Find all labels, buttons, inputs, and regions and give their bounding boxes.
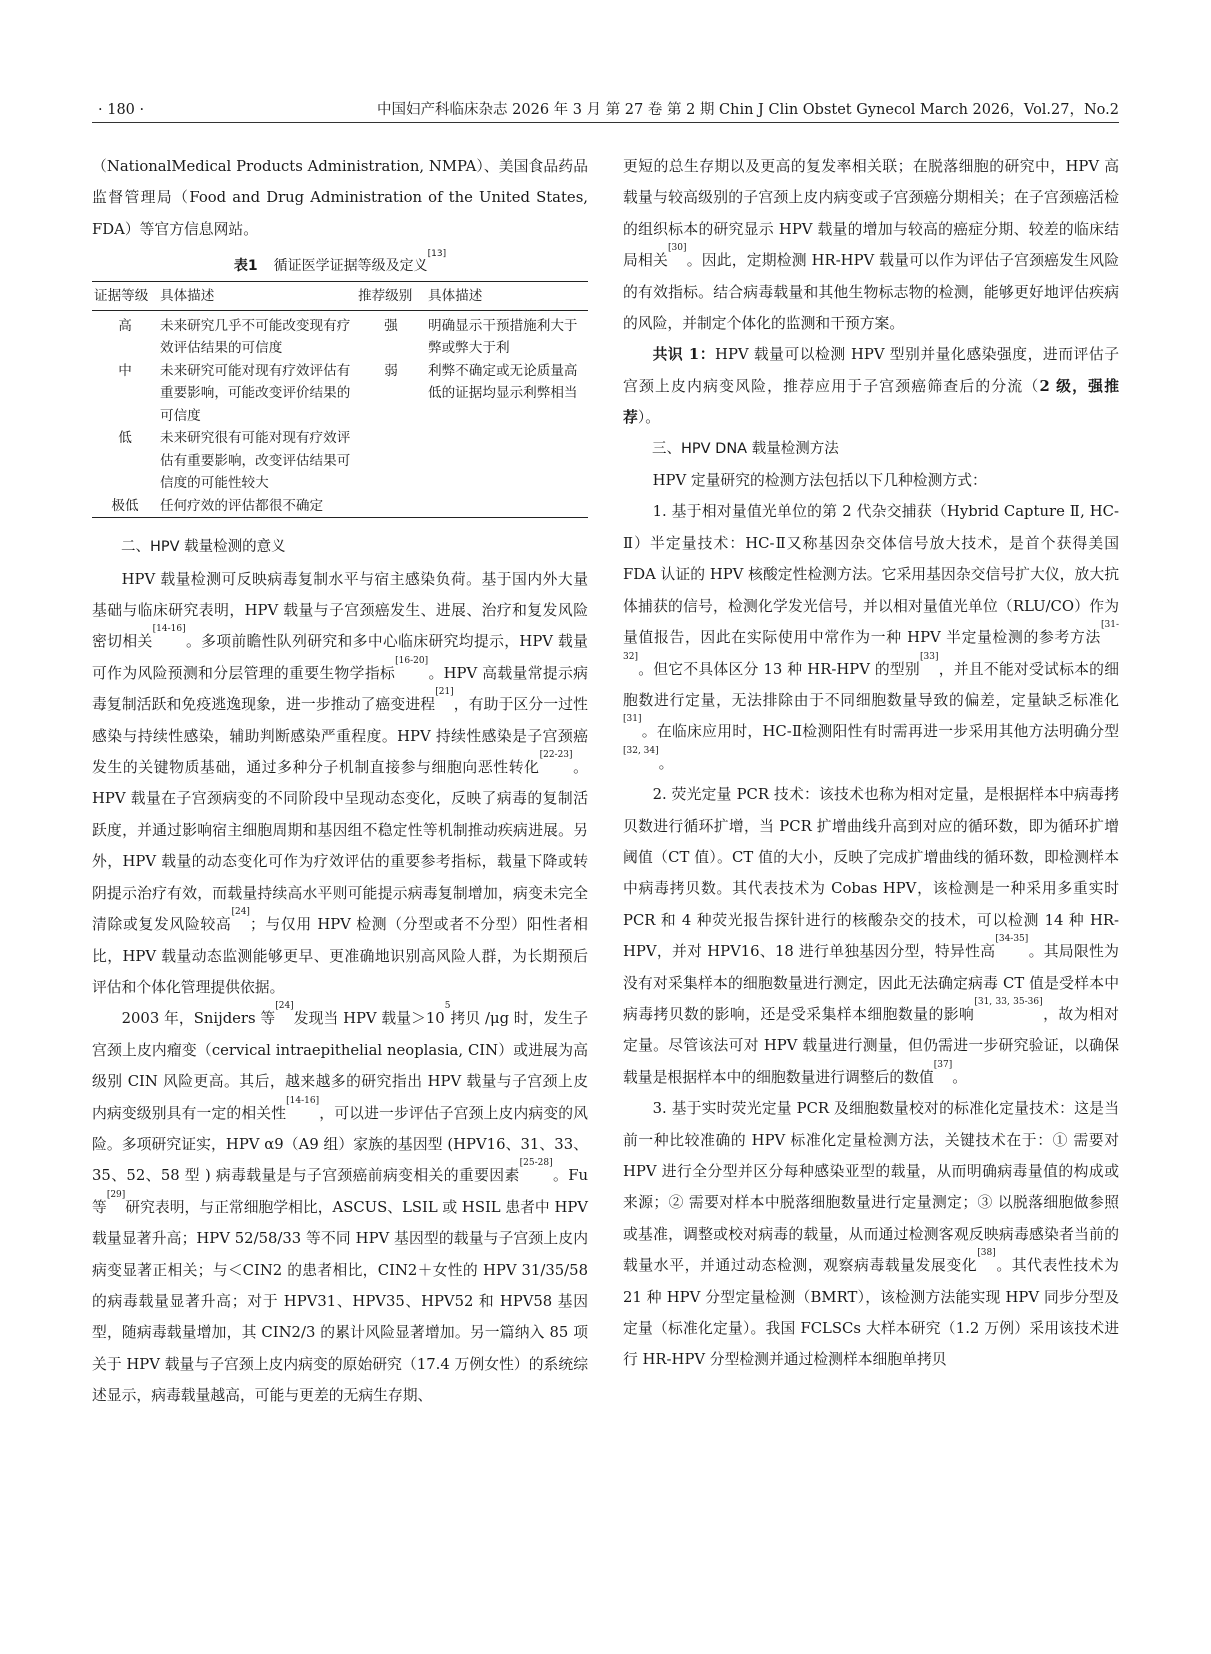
evidence-level-table xyxy=(92,281,588,518)
method-hc2: 1. 基于相对量值光单位的第 2 代杂交捕获（Hybrid Capture Ⅱ, HC-Ⅱ）半定量技术：HC-Ⅱ又称基因杂交体信号放大技术，是首个获得美国 FDA 认证的 HPV 核酸定性检测方法。它采用基因杂交信号扩大仪，放大抗体捕获的信号，检测化学发光信号，并以相对量值光单位（RLU/CO）作为量值报告，因此在实际使用中常作为一种 HPV 半定量检测的参考方法[31-32]。但它不具体区分 13 种 HR-HPV 的型别[33]，并且不能对受试标本的细胞数进行定量，无法排除由于不同细胞数量导致的偏差，定量缺乏标准化[31]。在临床应用时，HC-Ⅱ检测阳性有时需再进一步采用其他方法明确分型[32, 34]。 xyxy=(623,503,1120,772)
journal-citation: 中国妇产科临床杂志 2026 年 3 月 第 27 卷 第 2 期 Chin J Clin Obstet Gynecol March 2026，Vol.27，No.2 xyxy=(377,102,1119,118)
citation: [14-16] xyxy=(152,624,186,635)
paragraph-studies: 2003 年，Snijders 等[24]发现当 HPV 载量$>10^5$拷贝 /μg 时，发生子宫颈上皮内瘤变（cervical intraepithelial neoplasia, CIN）或进展为高级别 CIN 风险更高。其后，越来越多的研究指出 HPV 载量与子宫颈上皮内病变级别具有一定的相关性[14-16]，可以进一步评估子宫颈上皮内病变的风险。多项研究证实，HPV α9（A9 组）家族的基因型 (HPV16、31、33、35、52、58 型 ) 病毒载量是与子宫颈癌前病变相关的重要因素[25-28]。Fu 等[29]研究表明，与正常细胞学相比，ASCUS、LSIL 或 HSIL 患者中 HPV 载量显著升高；HPV 52/58/33 等不同 HPV 基因型的载量与子宫颈上皮内病变显著正相关；与＜CIN2 的患者相比，CIN2＋女性的 HPV 31/35/58 的病毒载量显著升高；对于 HPV31、HPV35、HPV52 和 HPV58 基因型，随病毒载量增加，其 CIN2/3 的累计风险显著增加。另一篇纳入 85 项关于 HPV 载量与子宫颈上皮内病变的原始研究（17.4 万例女性）的系统综述显示，病毒载量越高，可能与更差的无病生存期、 xyxy=(92,1001,589,1405)
table-row xyxy=(92,427,588,495)
citation: [30] xyxy=(668,243,687,254)
page-number: · 180 · xyxy=(98,102,145,118)
section3-heading: 三、HPV DNA 载量检测方法 xyxy=(652,440,839,457)
paragraph-continuation: 更短的总生存期以及更高的复发率相关联；在脱落细胞的研究中，HPV 高载量与较高级别的子宫颈上皮内病变或子宫颈癌分期相关；在子宫颈癌活检的组织标本的研究显示 HPV 载量的增加与较高的癌症分期、较差的临床结局相关[30]。因此，定期检测 HR-HPV 载量可以作为评估子宫颈癌发生风险的有效指标。结合病毒载量和其他生物标志物的检测，能够更好地评估疾病的风险，并制定个体化的监测和干预方案。 xyxy=(623,158,1119,333)
cell-rec xyxy=(356,427,426,495)
citation: [33] xyxy=(919,651,939,662)
table1-title: 循证医学证据等级及定义 xyxy=(273,258,428,275)
left-column xyxy=(92,151,588,1412)
paragraph-significance: HPV 载量检测可反映病毒复制水平与宿主感染负荷。基于国内外大量基础与临床研究表明，HPV 载量与子宫颈癌发生、进展、治疗和复发风险密切相关[14-16]。多项前瞻性队列研究和多中心临床研究均提示，HPV 载量可作为风险预测和分层管理的重要生物学指标[16-20]。HPV 高载量常提示病毒复制活跃和免疫逃逸现象，进一步推动了癌变进程[21]，有助于区分一过性感染与持续性感染，辅助判断感染严重程度。HPV 持续性感染是子宫颈癌发生的关键物质基础，通过多种分子机制直接参与细胞向恶性转化[22-23]。HPV 载量在子宫颈病变的不同阶段中呈现动态变化，反映了病毒的复制活跃度，并通过影响宿主细胞周期和基因组不稳定性等机制推动疾病进展。另外，HPV 载量的动态变化可作为疗效评估的重要参考指标，载量下降或转阴提示治疗有效，而载量持续高水平则可能提示病毒复制增加，病变未完全清除或复发风险较高[24]；与仅用 HPV 检测（分型或者不分型）阳性者相比，HPV 载量动态监测能够更早、更准确地识别高风险人群，为长期预后评估和个体化管理提供依据。 xyxy=(92,570,588,996)
methods-intro: HPV 定量研究的检测方法包括以下几种检测方式： xyxy=(652,472,987,490)
consensus-label: 共识 1： xyxy=(652,346,716,364)
citation: [24] xyxy=(231,907,250,918)
col-header-recommendation: 推荐级别 xyxy=(356,282,426,311)
citation: [14-16] xyxy=(286,1095,320,1106)
cell-desc: 未来研究很有可能对现有疗效评估有重要影响，改变评估结果可信度的可能性较大 xyxy=(160,430,351,492)
consensus-1: 共识 1：HPV 载量可以检测 HPV 型别并量化感染强度，进而评估子宫颈上皮内病变风险，推荐应用于子宫颈癌筛查后的分流（2 级，强推荐）。 xyxy=(623,346,1119,427)
cell-level: 极低 xyxy=(92,495,158,518)
cell-level: 低 xyxy=(118,430,132,447)
intro-paragraph: （NationalMedical Products Administration, NMPA）、美国食品药品监督管理局（Food and Drug Administration of the United States, FDA）等官方信息网站。 xyxy=(92,158,588,238)
cell-desc: 未来研究几乎不可能改变现有疗效评估结果的可信度 xyxy=(160,317,351,357)
table-row xyxy=(92,495,588,518)
citation: [31-32] xyxy=(623,620,1119,662)
citation: [38] xyxy=(977,1248,996,1259)
running-header xyxy=(92,100,1119,123)
table-header-row xyxy=(92,282,588,311)
citation: [25-28] xyxy=(519,1158,553,1169)
method-standardized: 3. 基于实时荧光定量 PCR 及细胞数量校对的标准化定量技术：这是当前一种比较准确的 HPV 标准化定量检测方法，关键技术在于：① 需要对 HPV 进行全分型并区分每种感染亚型的载量，从而明确病毒量值的构成或来源；② 需要对样本中脱落细胞数量进行定量测定；③ 以脱落细胞做参照或基准，调整或校对病毒的载量，从而通过检测客观反映病毒感染者当前的载量水平，并通过动态检测，观察病毒载量发展变化[38]。其代表性技术为 21 种 HPV 分型定量检测（BMRT），该检测方法能实现 HPV 同步分型及定量（标准化定量）。我国 FCLSCs 大样本研究（1.2 万例）采用该技术进行 HR-HPV 分型检测并通过检测样本细胞单拷贝 xyxy=(623,1100,1119,1369)
cell-rec: 强 xyxy=(384,317,398,334)
method-qpcr: 2. 荧光定量 PCR 技术：该技术也称为相对定量，是根据样本中病毒拷贝数进行循环扩增，当 PCR 扩增曲线升高到对应的循环数，即为循环扩增阈值（CT 值）。CT 值的大小，反映了完成扩增曲线的循环数，即检测样本中病毒拷贝数。其代表技术为 Cobas HPV，该检测是一种采用多重实时 PCR 和 4 种荧光报告探针进行的核酸杂交的技术，可以检测 14 种 HR-HPV，并对 HPV16、18 进行单独基因分型，特异性高[34-35]。其局限性为没有对采集样本的细胞数量进行测定，因此无法确定病毒 CT 值是受样本中病毒拷贝数的影响，还是受采集样本细胞数量的影响[31, 33, 35-36]，故为相对定量。尽管该法可对 HPV 载量进行测量，但仍需进一步研究验证，以确保载量是根据样本中的细胞数量进行调整后的数值[37]。 xyxy=(623,786,1119,1086)
citation: [37] xyxy=(933,1059,953,1070)
cell-rec-desc: 明确显示干预措施利大于弊或弊大于利 xyxy=(428,317,578,357)
section2-heading: 二、HPV 载量检测的意义 xyxy=(121,539,286,556)
citation: [31] xyxy=(623,714,642,725)
col-header-rec-description: 具体描述 xyxy=(426,282,588,311)
citation: [24] xyxy=(275,1001,294,1012)
col-header-evidence-level: 证据等级 xyxy=(92,282,158,311)
col-header-description: 具体描述 xyxy=(158,282,356,311)
consensus-grade: 2 级，强推荐 xyxy=(623,377,1119,427)
cell-rec xyxy=(356,495,426,518)
citation: [29] xyxy=(106,1189,126,1200)
table1-number: 表1 xyxy=(233,258,258,275)
table-row xyxy=(92,360,588,428)
cell-level: 高 xyxy=(118,317,132,334)
cell-desc: 任何疗效的评估都很不确定 xyxy=(158,495,356,518)
citation: [31, 33, 35-36] xyxy=(974,996,1043,1007)
cell-rec-desc xyxy=(426,495,588,518)
exponent: 5 xyxy=(444,1001,451,1012)
citation: [34-35] xyxy=(995,934,1029,945)
table1-caption xyxy=(92,251,588,281)
citation: [16-20] xyxy=(395,655,429,666)
right-column xyxy=(623,151,1119,1376)
cell-rec-desc: 利弊不确定或无论质量高低的证据均显示利弊相当 xyxy=(428,362,578,402)
table1-ref: [13] xyxy=(427,249,447,260)
citation: [32, 34] xyxy=(623,745,659,756)
cell-rec-desc xyxy=(426,427,588,495)
citation: [21] xyxy=(435,687,454,698)
table-row xyxy=(92,310,588,360)
cell-rec: 弱 xyxy=(384,362,398,379)
citation: [22-23] xyxy=(539,750,573,761)
cell-desc: 未来研究可能对现有疗效评估有重要影响，可能改变评价结果的可信度 xyxy=(160,362,351,424)
cell-level: 中 xyxy=(118,362,132,379)
